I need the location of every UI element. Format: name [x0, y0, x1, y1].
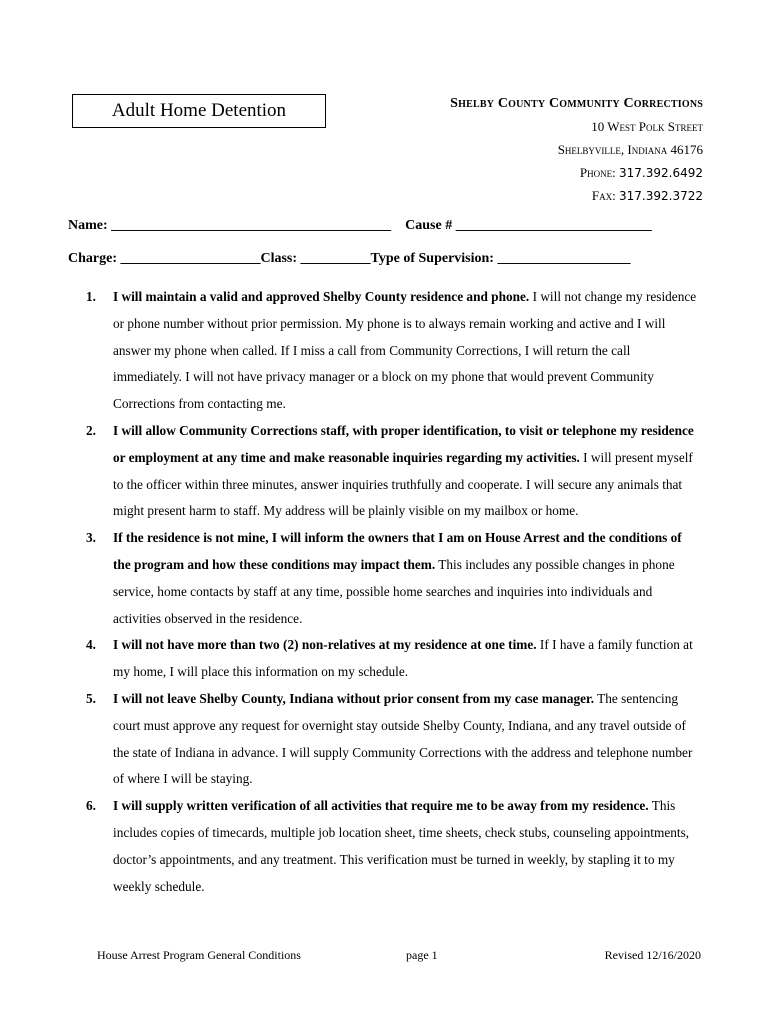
charge-class-supervision-row[interactable]: Charge: ____________________Class: __________Type of Supervision: ___________________ [68, 251, 631, 266]
fax-label: Fax: [591, 188, 616, 203]
condition-number: 6. [86, 798, 96, 814]
condition-item [86, 686, 702, 793]
condition-number: 3. [86, 530, 96, 546]
condition-number: 4. [86, 637, 96, 653]
condition-bold-text: I will allow Community Corrections staff, with proper identification, to visit or telephone my residence or employment at any time and make reasonable inquiries regarding my activities. [113, 422, 694, 465]
agency-header [450, 96, 703, 204]
condition-number: 5. [86, 690, 96, 706]
form-fields [68, 218, 652, 284]
agency-city: Shelbyville, Indiana 46176 [557, 142, 703, 157]
condition-bold-text: I will supply written verification of all activities that require me to be away from my residence. [113, 798, 649, 814]
condition-text: If I have a family function at my home, I will place this information on my schedule. [113, 637, 693, 680]
condition-number: 2. [86, 422, 96, 438]
phone-number: 317.392.6492 [619, 166, 703, 180]
condition-text: This includes any possible changes in phone service, home contacts by staff at any time, possible home searches and inquiries into individuals and activities observed in the residence. [113, 556, 675, 626]
agency-address: 10 West Polk Street [591, 119, 703, 134]
condition-text: This includes copies of timecards, multiple job location sheet, time sheets, check stubs, counseling appointments, doctor’s appointments, and any treatment. This verification must be turned in weekly, by stapling it to my weekly schedule. [113, 798, 690, 894]
condition-number: 1. [86, 289, 96, 304]
agency-phone [450, 165, 703, 181]
condition-item [86, 418, 702, 525]
condition-item [86, 793, 702, 900]
footer-page-number: page 1 [406, 948, 438, 962]
agency-fax [450, 188, 703, 204]
page-footer [97, 948, 701, 963]
condition-text: I will not change my residence or phone number without prior permission. My phone is to always remain working and active and I will answer my phone when called. If I miss a call from Community Corrections, I will return the call immediately. I will not have privacy manager or a block on my phone that would prevent Community Corrections from contacting me. [113, 289, 697, 412]
conditions-list [86, 284, 702, 900]
condition-bold-text: I will not leave Shelby County, Indiana without prior consent from my case manager. [113, 690, 595, 706]
condition-bold-text: I will not have more than two (2) non-relatives at my residence at one time. [113, 637, 537, 653]
fax-number: 317.392.3722 [619, 189, 703, 203]
name-cause-row[interactable]: Name: ________________________________________ Cause # ____________________________ [68, 218, 652, 233]
condition-item [86, 525, 702, 632]
phone-label: Phone: [579, 165, 616, 180]
footer-program-name: House Arrest Program General Conditions [97, 948, 301, 962]
condition-text: The sentencing court must approve any request for overnight stay outside Shelby County, Indiana, and any travel outside of the state of Indiana in advance. I will supply Community Corrections with the address and telephone number of where I will be staying. [113, 690, 693, 787]
condition-bold-text: I will maintain a valid and approved Shelby County residence and phone. [113, 289, 530, 304]
footer-revised-date: Revised 12/16/2020 [604, 948, 701, 962]
condition-bold-text: If the residence is not mine, I will inform the owners that I am on House Arrest and the conditions of the program and how these conditions may impact them. [113, 530, 682, 572]
condition-item [86, 284, 702, 418]
condition-item [86, 632, 702, 686]
document-title: Adult Home Detention [72, 94, 326, 128]
condition-text: I will present myself to the officer within three minutes, answer inquiries truthfully and cooperate. I will secure any animals that might present harm to staff. My address will be plainly visible on my mailbox or home. [113, 449, 693, 519]
agency-name: Shelby County Community Corrections [450, 96, 703, 111]
